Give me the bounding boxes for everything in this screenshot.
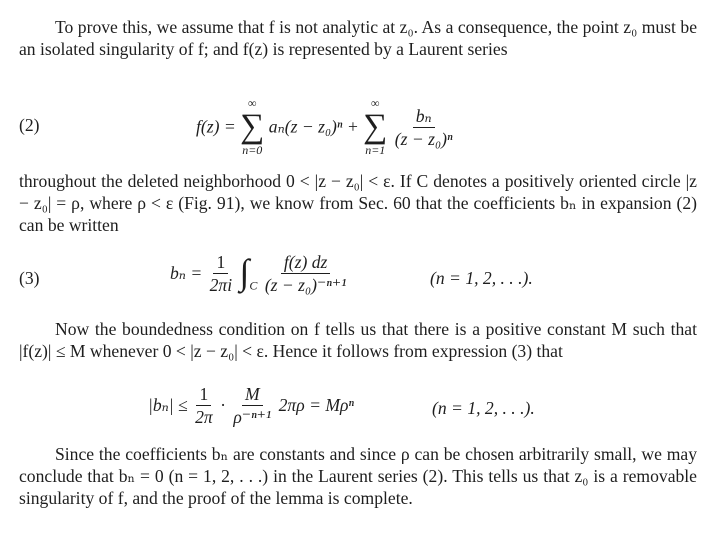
integral-sign: ∫ bbox=[239, 251, 250, 292]
eq4-fraction-1-denominator: 2π bbox=[195, 407, 213, 427]
paragraph-boundedness: Now the boundedness condition on f tells us that there is a positive constant M such that |f(z)| ≤ M whenever 0 < |z − z₀| < ε. Hence it follows from expression (3) that bbox=[19, 319, 697, 361]
eq2-lhs: f(z) = bbox=[196, 116, 236, 137]
eq3-fraction-1 bbox=[207, 252, 236, 295]
eq4-lhs: |bₙ| ≤ bbox=[148, 395, 188, 415]
eq4-fraction-2 bbox=[230, 384, 274, 427]
eq3-contour-label: C bbox=[249, 278, 258, 293]
equation-number-3: (3) bbox=[19, 268, 40, 288]
eq4-condition: (n = 1, 2, . . .). bbox=[432, 398, 535, 418]
eq4-fraction-1-numerator: 1 bbox=[196, 384, 211, 406]
eq3-condition: (n = 1, 2, . . .). bbox=[430, 268, 533, 288]
eq2-sum-2-upper: ∞ bbox=[370, 96, 380, 110]
eq2-term-1: aₙ(z − z₀)ⁿ + bbox=[268, 116, 359, 137]
eq3-fraction-2-numerator: f(z) dz bbox=[281, 252, 331, 274]
eq2-sum-1-upper: ∞ bbox=[247, 96, 257, 110]
eq2-sum-2-lower: n=1 bbox=[365, 143, 386, 157]
eq2-sum-2: ∞ ∑ n=1 bbox=[363, 96, 388, 157]
eq2-fraction-denominator: (z − z₀)ⁿ bbox=[394, 128, 453, 149]
equation-4 bbox=[0, 384, 720, 436]
eq2-sum-1: ∞ ∑ n=0 bbox=[240, 96, 265, 157]
eq2-fraction bbox=[392, 106, 456, 149]
eq4-fraction-2-denominator: ρ⁻ⁿ⁺¹ bbox=[233, 407, 272, 427]
equation-number-2: (2) bbox=[19, 115, 40, 135]
eq4-multiply-dot: · bbox=[220, 395, 226, 415]
equation-3 bbox=[0, 252, 720, 308]
eq3-fraction-1-numerator: 1 bbox=[213, 252, 228, 274]
paragraph-intro: To prove this, we assume that f is not analytic at z₀. As a consequence, the point z₀ must be an isolated singularity of f; and f(z) is represented by a Laurent series bbox=[19, 17, 697, 59]
paragraph-conclusion: Since the coefficients bₙ are constants and since ρ can be chosen arbitrarily small, we may conclude that bₙ = 0 (n = 1, 2, . . .) in the Laurent series (2). This tells us that z₀ is a removable singularity of f, and the proof of the lemma is complete. bbox=[19, 444, 697, 508]
eq3-lhs: bₙ = bbox=[170, 263, 203, 283]
paragraph-neighborhood: throughout the deleted neighborhood 0 < |z − z₀| < ε. If C denotes a positively oriented circle |z − z₀| = ρ, where ρ < ε (Fig. 91), we know from Sec. 60 that the coefficients bₙ in expansion (2) can be written bbox=[19, 171, 697, 235]
eq3-fraction-2-denominator: (z − z₀)⁻ⁿ⁺¹ bbox=[264, 275, 347, 295]
eq3-fraction-1-denominator: 2πi bbox=[209, 275, 233, 295]
equation-2 bbox=[0, 97, 720, 159]
eq4-rhs: 2πρ = Mρⁿ bbox=[278, 395, 354, 415]
eq4-fraction-2-numerator: M bbox=[242, 384, 263, 406]
eq2-sum-1-lower: n=0 bbox=[242, 143, 263, 157]
eq2-fraction-numerator: bₙ bbox=[413, 106, 435, 128]
eq3-fraction-2 bbox=[262, 252, 350, 295]
eq4-fraction-1 bbox=[192, 384, 216, 427]
